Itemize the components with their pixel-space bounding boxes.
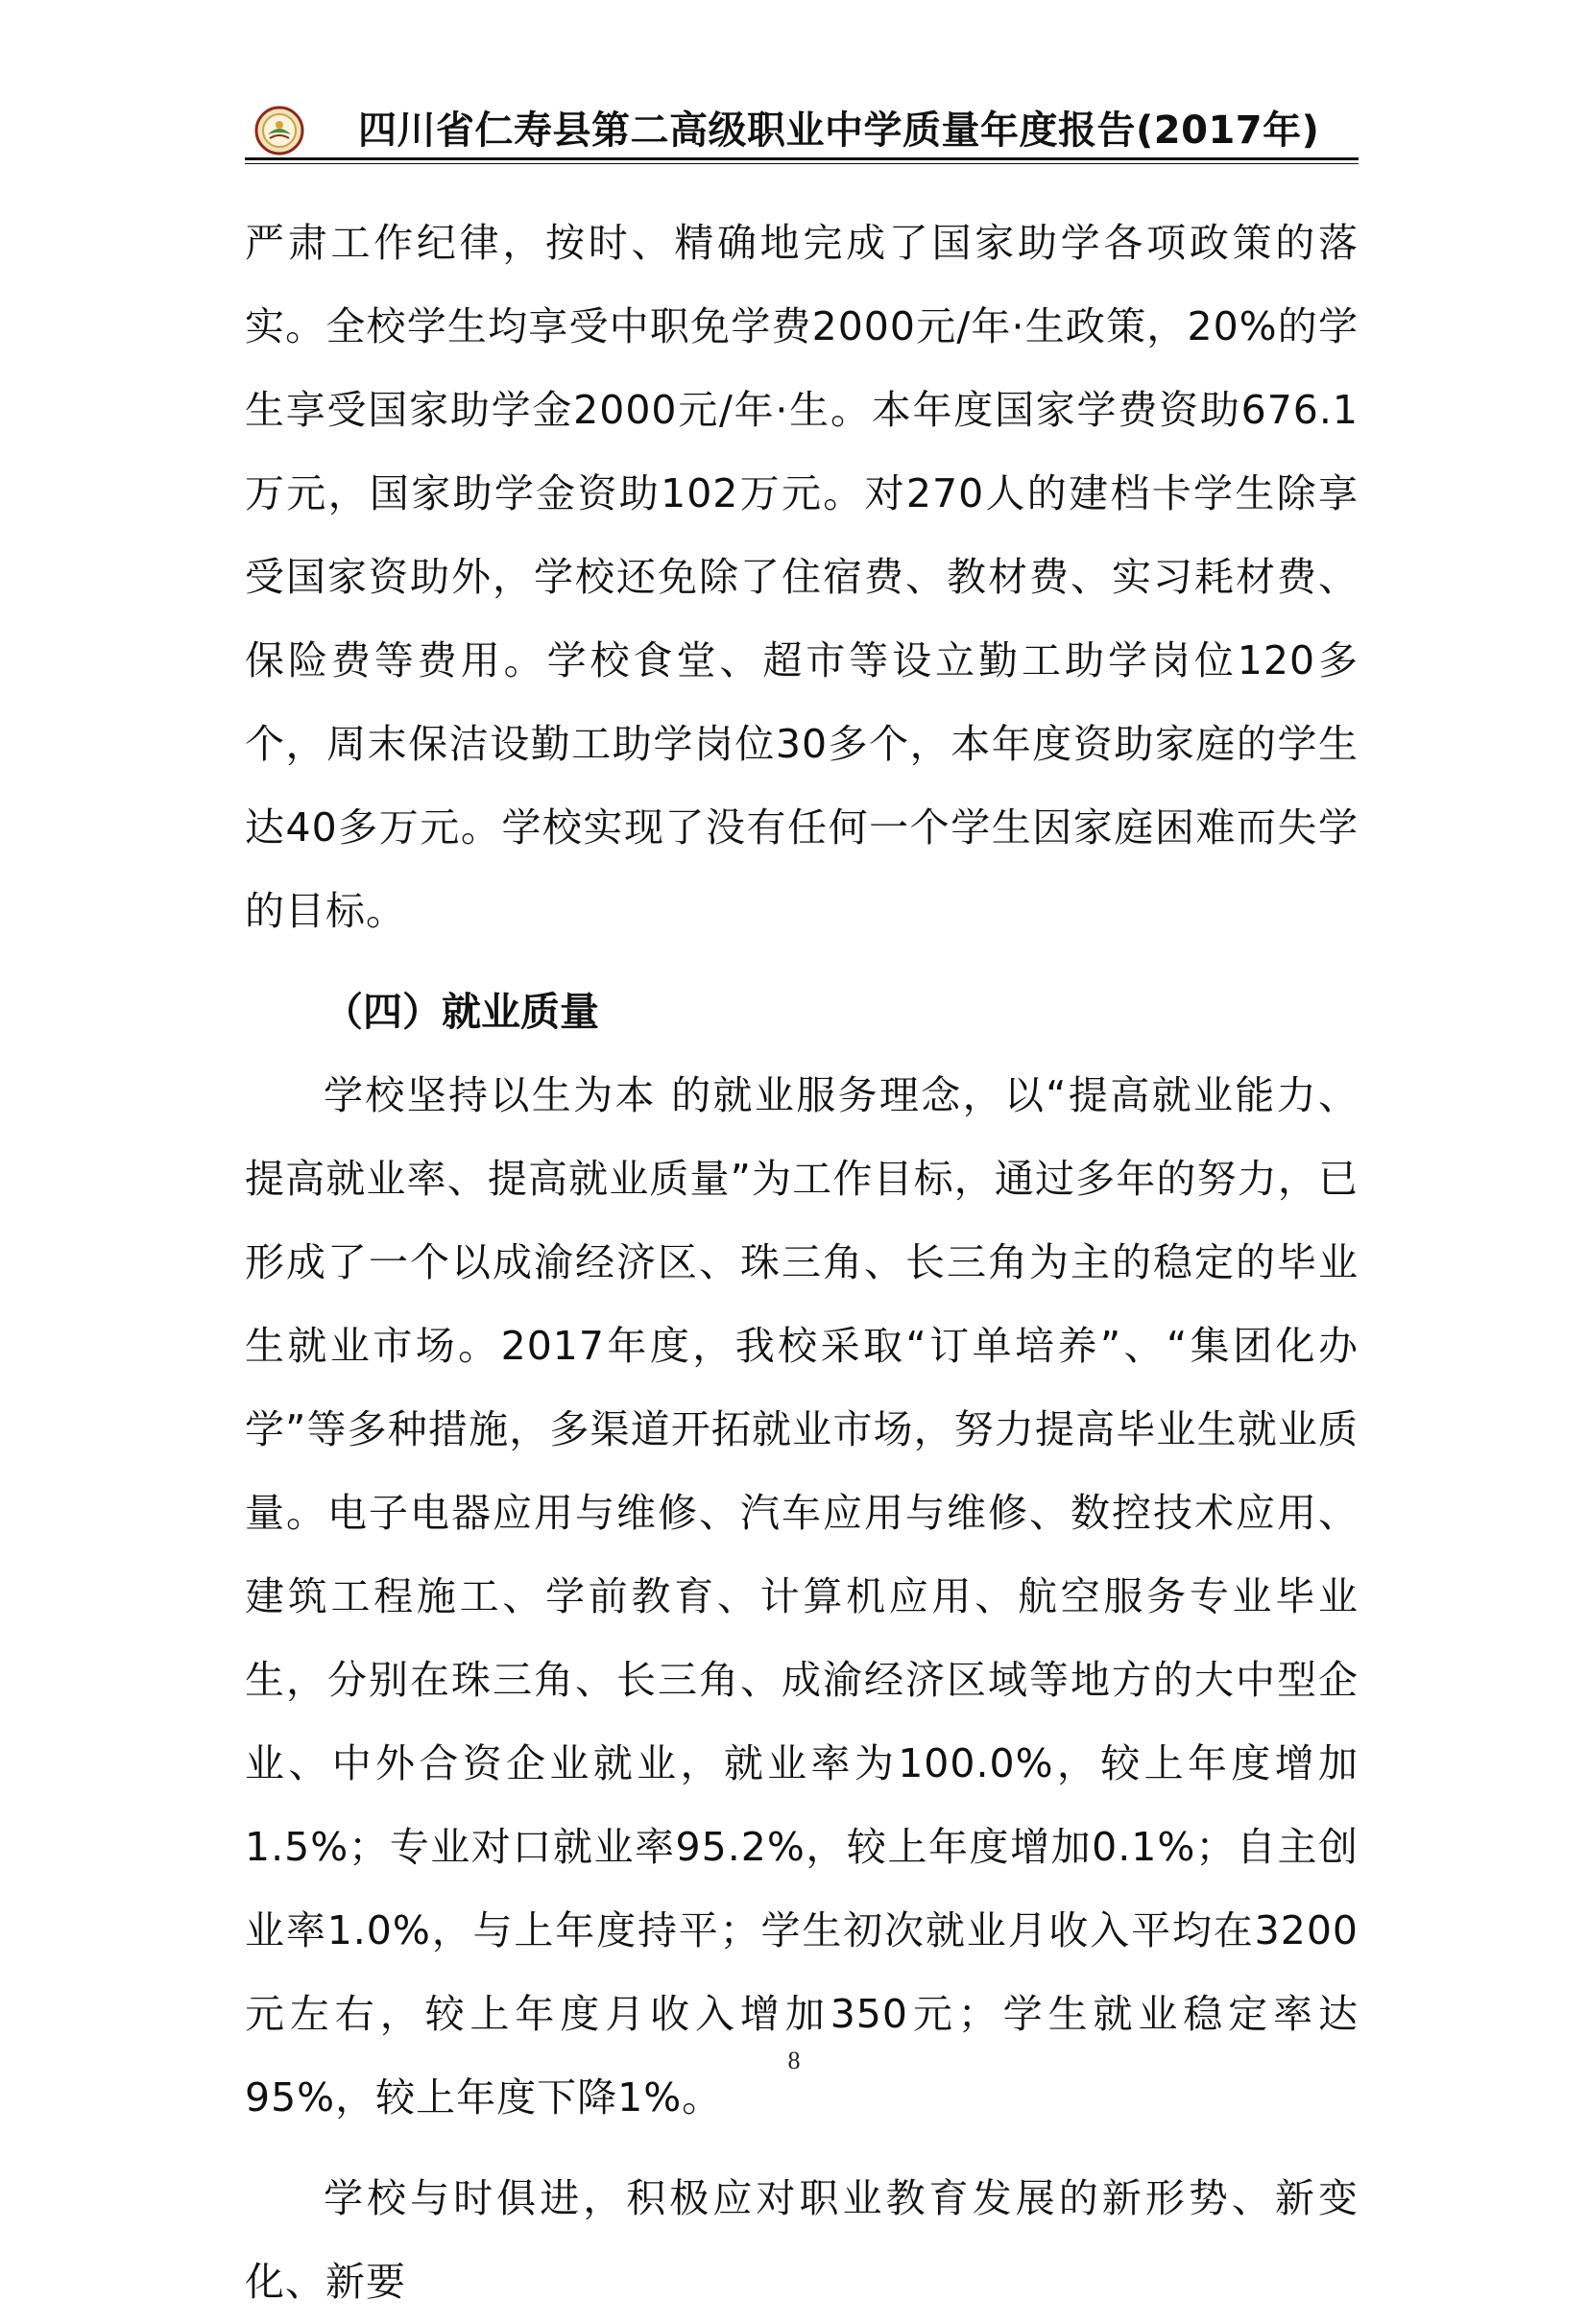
page-number: 8 <box>787 2047 801 2074</box>
school-emblem-icon <box>254 106 304 156</box>
paragraph-continuation: 学校与时俱进，积极应对职业教育发展的新形势、新变化、新要 <box>245 2175 1359 2305</box>
header-divider <box>245 157 1359 160</box>
header-divider-thin <box>245 163 1359 164</box>
page-header <box>245 96 1359 159</box>
paragraph-student-aid: 严肃工作纪律，按时、精确地完成了国家助学各项政策的落实。全校学生均享受中职免学费2000元/年·生政策，20%的学生享受国家助学金2000元/年·生。本年度国家学费资助676.1万元，国家助学金资助102万元。对270人的建档卡学生除享受国家资助外，学校还免除了住宿费、教材费、实习耗材费、保险费等费用。学校食堂、超市等设立勤工助学岗位120多个，周末保洁设勤工助学岗位30多个，本年度资助家庭的学生达40多万元。学校实现了没有任何一个学生因家庭困难而失学的目标。 <box>245 220 1359 934</box>
report-title: 四川省仁寿县第二高级职业中学质量年度报告(2017年) <box>358 108 1320 153</box>
page-body <box>245 202 1359 2324</box>
paragraph-employment-quality: 学校坚持以生为本 的就业服务理念，以“提高就业能力、提高就业率、提高就业质量”为工作目标，通过多年的努力，已形成了一个以成渝经济区、珠三角、长三角为主的稳定的毕业生就业市场。2017年度，我校采取“订单培养”、“集团化办学”等多种措施，多渠道开拓就业市场，努力提高毕业生就业质量。电子电器应用与维修、汽车应用与维修、数控技术应用、建筑工程施工、学前教育、计算机应用、航空服务专业毕业生，分别在珠三角、长三角、成渝经济区域等地方的大中型企业、中外合资企业就业，就业率为100.0%，较上年度增加1.5%；专业对口就业率95.2%，较上年度增加0.1%；自主创业率1.0%，与上年度持平；学生初次就业月收入平均在3200元左右，较上年度月收入增加350元；学生就业稳定率达95%，较上年度下降1%。 <box>245 1072 1359 2120</box>
section-heading-employment-quality: （四）就业质量 <box>324 989 599 1035</box>
